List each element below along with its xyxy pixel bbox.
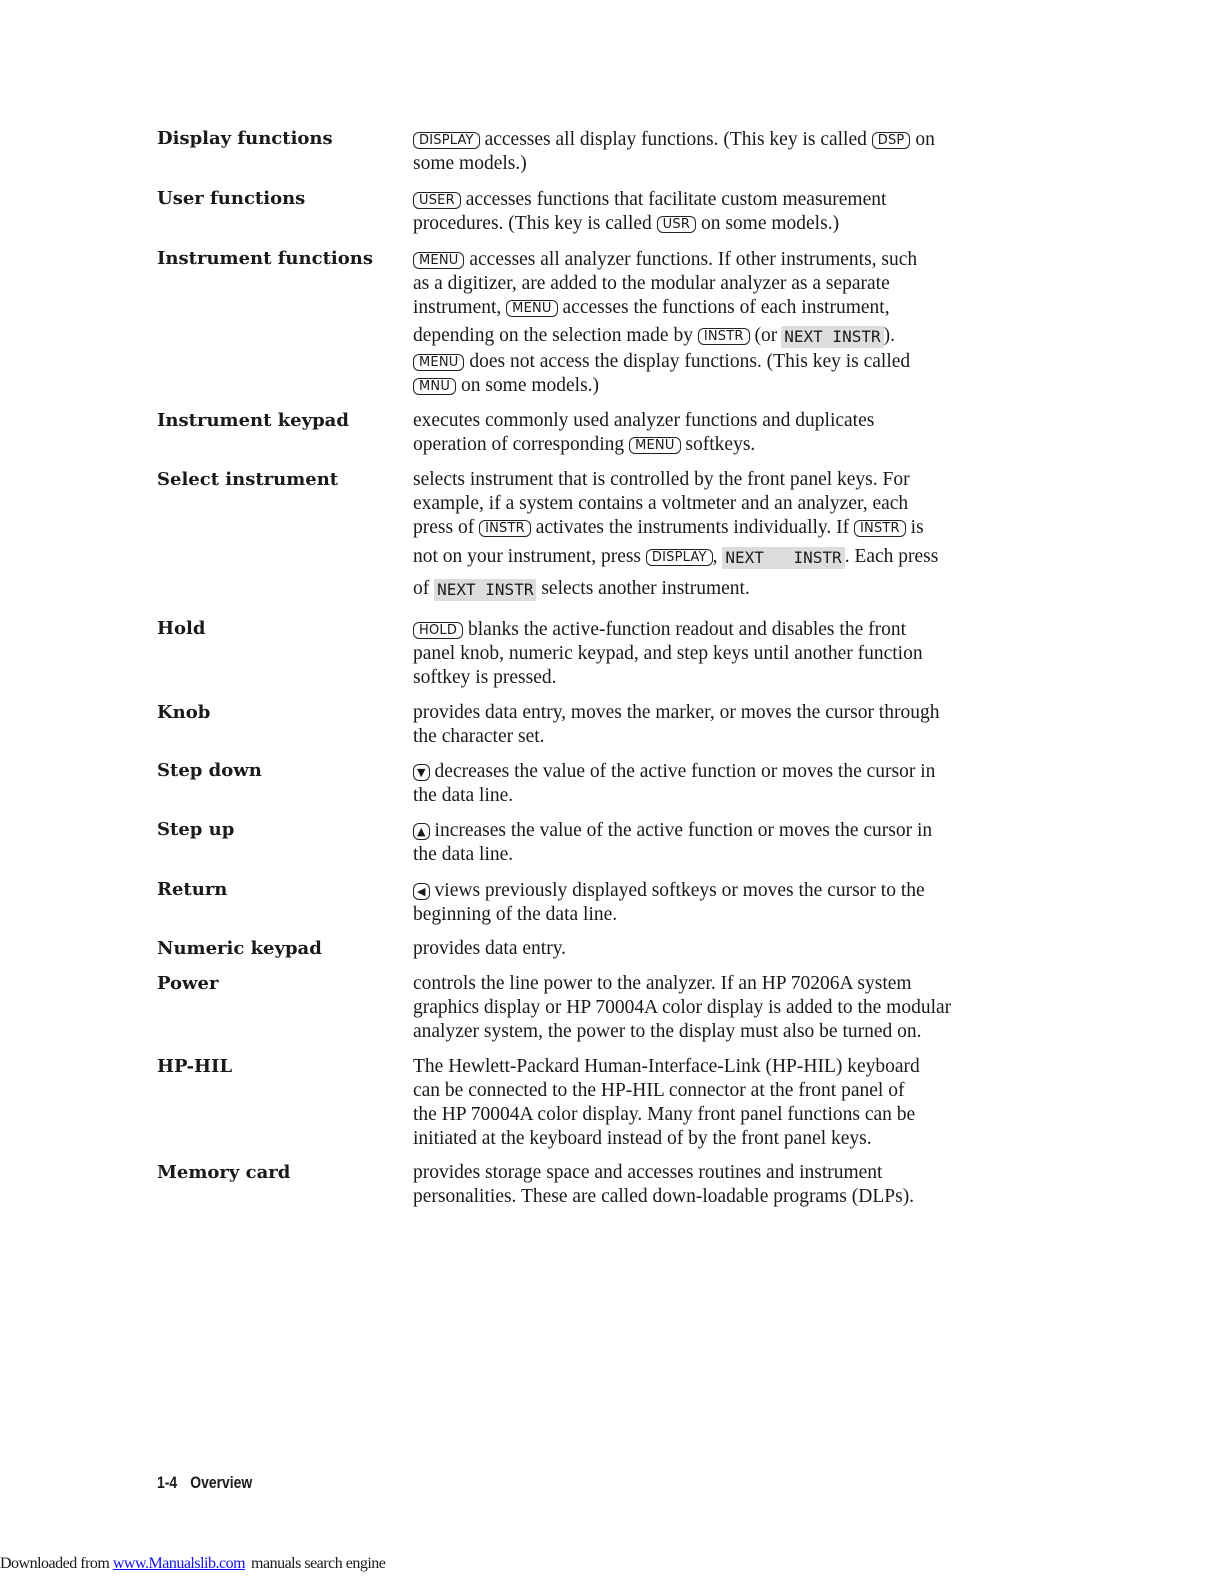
def-line <box>413 545 938 569</box>
def-text: (or <box>754 325 778 346</box>
term-step-down: Step down <box>157 760 262 781</box>
def-line: personalities. These are called down-loadable programs (DLPs). <box>413 1186 915 1207</box>
page-number: 1-4 <box>157 1473 178 1492</box>
instr-hardkey: INSTR <box>479 520 531 537</box>
def-text: instrument, <box>413 297 502 318</box>
step-down-key-icon: ▼ <box>413 764 430 781</box>
def-text: accesses all display functions. (This key is called <box>484 129 867 150</box>
def-text: on some models.) <box>700 213 840 234</box>
term-memory-card: Memory card <box>157 1162 291 1183</box>
def-text: operation of corresponding <box>413 434 625 455</box>
term-knob: Knob <box>157 702 211 723</box>
term-display-functions: Display functions <box>157 128 333 149</box>
def-text: activates the instruments individually. If <box>535 517 850 538</box>
def-line: provides storage space and accesses routines and instrument <box>413 1162 883 1183</box>
step-up-key-icon: ▲ <box>413 823 430 840</box>
def-line: The Hewlett-Packard Human-Interface-Link (HP-HIL) keyboard <box>413 1056 920 1077</box>
def-line: provides data entry. <box>413 938 567 959</box>
def-line <box>413 577 750 601</box>
hold-hardkey: HOLD <box>413 622 463 639</box>
def-text: accesses all analyzer functions. If other instruments, such <box>469 249 918 270</box>
def-text: views previously displayed softkeys or moves the cursor to the <box>434 880 925 901</box>
term-return: Return <box>157 879 228 900</box>
def-text: softkeys. <box>685 434 756 455</box>
def-line <box>413 128 935 152</box>
manualslib-link[interactable]: www.Manualslib.com <box>112 1555 246 1572</box>
def-text: of <box>413 578 430 599</box>
def-text: depending on the selection made by <box>413 325 693 346</box>
display-hardkey: DISPLAY <box>646 549 713 566</box>
term-hold: Hold <box>157 618 206 639</box>
menu-hardkey: MENU <box>629 437 680 454</box>
def-line <box>413 516 924 540</box>
term-instrument-keypad: Instrument keypad <box>157 410 349 431</box>
def-line <box>413 819 932 843</box>
def-text: , <box>712 546 718 567</box>
def-line: the data line. <box>413 844 514 865</box>
def-text: procedures. (This key is called <box>413 213 652 234</box>
instr-hardkey: INSTR <box>854 520 906 537</box>
def-line: example, if a system contains a voltmeter and an analyzer, each <box>413 493 909 514</box>
usr-hardkey: USR <box>657 216 696 233</box>
def-line: graphics display or HP 70004A color display is added to the modular <box>413 997 952 1018</box>
def-line <box>413 296 890 320</box>
def-line <box>413 350 910 374</box>
def-line <box>413 248 917 272</box>
term-hp-hil: HP-HIL <box>157 1056 233 1077</box>
def-line: can be connected to the HP-HIL connector at the front panel of <box>413 1080 905 1101</box>
def-line <box>413 760 935 784</box>
def-line: panel knob, numeric keypad, and step keys until another function <box>413 643 923 664</box>
def-text: press of <box>413 517 475 538</box>
def-text: decreases the value of the active function or moves the cursor in <box>434 761 936 782</box>
download-notice <box>0 1555 385 1573</box>
def-line: the HP 70004A color display. Many front panel functions can be <box>413 1104 916 1125</box>
def-line: beginning of the data line. <box>413 904 618 925</box>
term-user-functions: User functions <box>157 188 306 209</box>
def-text: on some models.) <box>460 375 600 396</box>
term-numeric-keypad: Numeric keypad <box>157 938 322 959</box>
def-line <box>413 618 906 642</box>
def-line <box>413 212 839 236</box>
def-line: the character set. <box>413 726 545 747</box>
return-key-icon: ◀ <box>413 883 430 900</box>
next-instr-softkey: NEXT INSTR <box>434 579 536 601</box>
def-text: increases the value of the active function or moves the cursor in <box>434 820 933 841</box>
def-line: softkey is pressed. <box>413 667 557 688</box>
def-text: accesses the functions of each instrument, <box>562 297 890 318</box>
def-line: executes commonly used analyzer functions and duplicates <box>413 410 875 431</box>
download-prefix: Downloaded from <box>0 1555 110 1572</box>
def-text: ). <box>883 325 895 346</box>
def-text: is <box>910 517 924 538</box>
def-line: initiated at the keyboard instead of by the front panel keys. <box>413 1128 872 1149</box>
def-text: on <box>915 129 935 150</box>
menu-hardkey: MENU <box>413 354 464 371</box>
def-line <box>413 188 886 212</box>
def-text: blanks the active-function readout and disables the front <box>467 619 907 640</box>
term-instrument-functions: Instrument functions <box>157 248 373 269</box>
def-line: provides data entry, moves the marker, or moves the cursor through <box>413 702 940 723</box>
dsp-hardkey: DSP <box>872 132 911 149</box>
next-instr-softkey: NEXT INSTR <box>722 547 844 569</box>
def-line <box>413 433 755 457</box>
def-line <box>413 374 599 398</box>
def-line: selects instrument that is controlled by the front panel keys. For <box>413 469 910 490</box>
def-line: the data line. <box>413 785 514 806</box>
user-hardkey: USER <box>413 192 461 209</box>
mnu-hardkey: MNU <box>413 378 456 395</box>
page-footer <box>157 1473 252 1493</box>
section-title: Overview <box>190 1473 253 1492</box>
term-step-up: Step up <box>157 819 235 840</box>
term-select-instrument: Select instrument <box>157 469 339 490</box>
def-text: . Each press <box>844 546 939 567</box>
menu-hardkey: MENU <box>413 252 464 269</box>
def-line <box>413 324 895 348</box>
def-text: selects another instrument. <box>541 578 750 599</box>
def-line: as a digitizer, are added to the modular analyzer as a separate <box>413 273 890 294</box>
instr-hardkey: INSTR <box>698 328 750 345</box>
def-line: controls the line power to the analyzer. If an HP 70206A system <box>413 973 912 994</box>
def-text: does not access the display functions. (This key is called <box>469 351 911 372</box>
def-line: some models.) <box>413 153 527 174</box>
download-suffix: manuals search engine <box>251 1555 386 1572</box>
term-power: Power <box>157 973 219 994</box>
def-text: not on your instrument, press <box>413 546 642 567</box>
next-instr-softkey: NEXT INSTR <box>781 326 883 348</box>
display-hardkey: DISPLAY <box>413 132 480 149</box>
def-text: accesses functions that facilitate custom measurement <box>465 189 887 210</box>
menu-hardkey: MENU <box>506 300 557 317</box>
def-line: analyzer system, the power to the display must also be turned on. <box>413 1021 922 1042</box>
def-line <box>413 879 925 903</box>
